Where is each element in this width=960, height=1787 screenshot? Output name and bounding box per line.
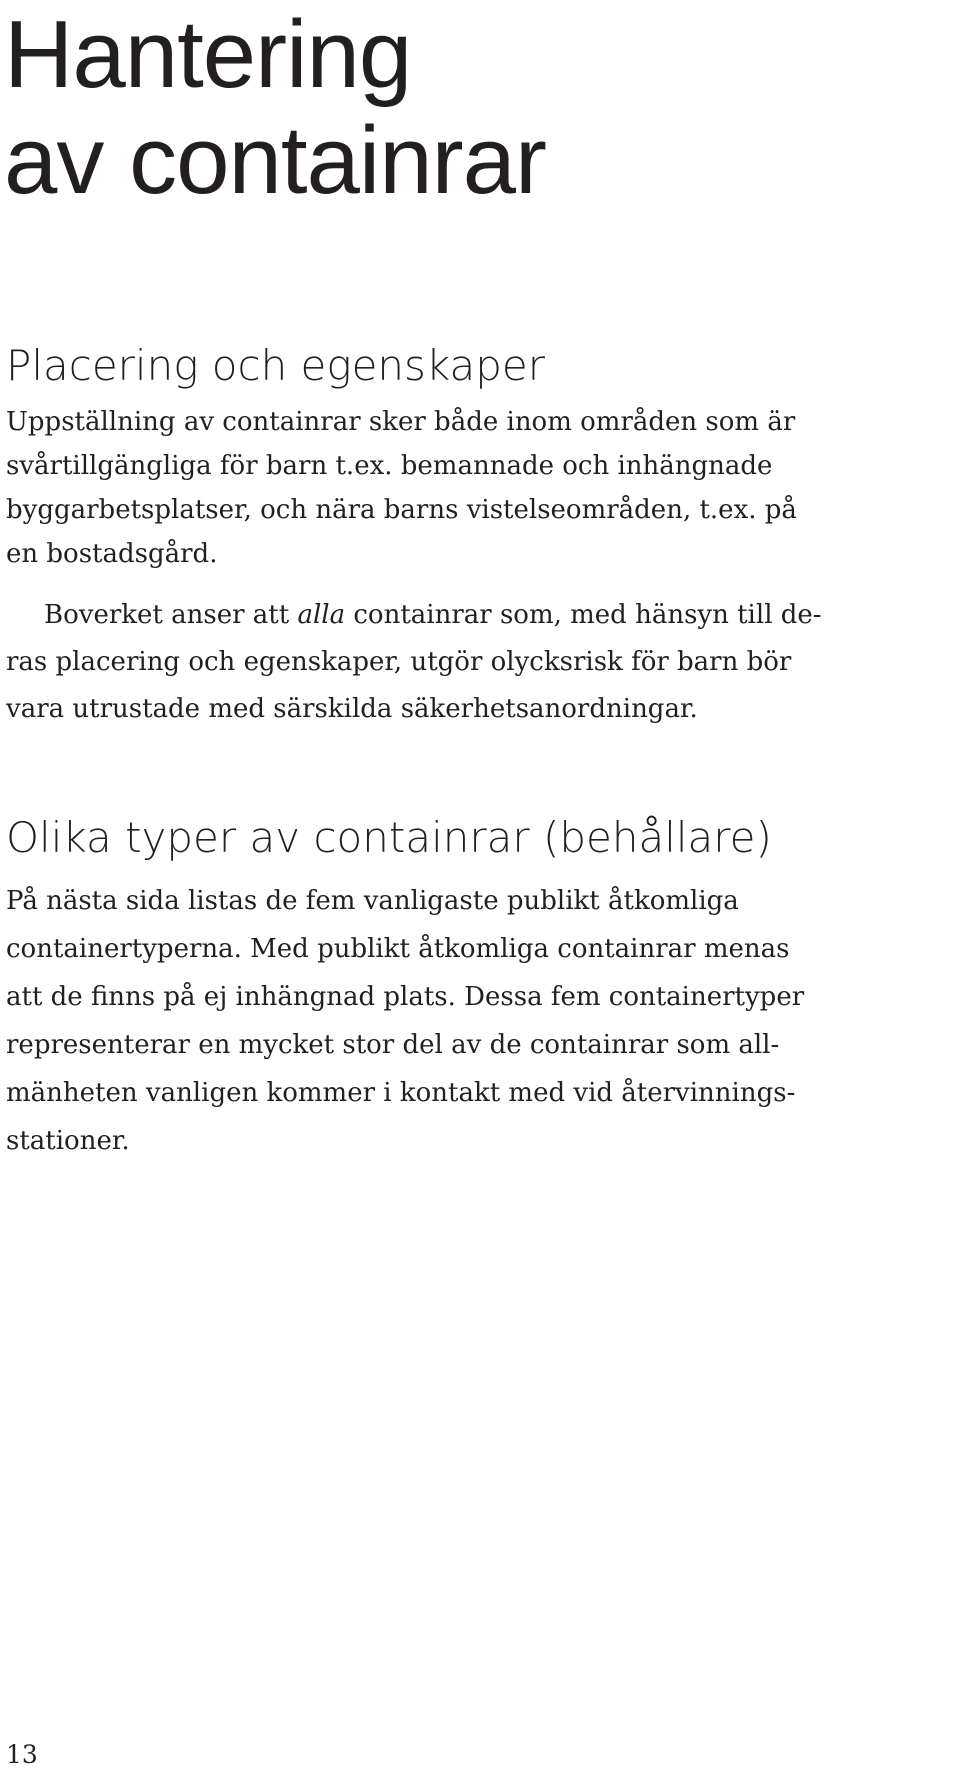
paragraph-boverket-statement xyxy=(6,592,956,733)
paragraph-placement-intro xyxy=(6,400,956,576)
paragraph-line: ras placering och egenskaper, utgör olycksrisk för barn bör xyxy=(6,647,792,677)
paragraph-line: containertyperna. Med publikt åtkomliga containrar menas xyxy=(6,934,790,964)
paragraph-line: stationer. xyxy=(6,1126,130,1156)
paragraph-line: svårtillgängliga för barn t.ex. bemannade och inhängnade xyxy=(6,451,773,481)
paragraph-line: en bostadsgård. xyxy=(6,539,218,569)
paragraph-container-types xyxy=(6,877,956,1165)
paragraph-line: På nästa sida listas de fem vanligaste publikt åtkomliga xyxy=(6,886,739,916)
text-run: Boverket anser att xyxy=(44,600,298,630)
page-title xyxy=(4,2,546,214)
paragraph-line: mänheten vanligen kommer i kontakt med vid återvinnings- xyxy=(6,1078,796,1108)
text-run: containrar som, med hänsyn till de- xyxy=(345,600,822,630)
paragraph-line: Uppställning av containrar sker både inom områden som är xyxy=(6,407,796,437)
page-title-line-1: Hantering xyxy=(4,1,412,108)
paragraph-line xyxy=(6,592,956,639)
page-title-line-2: av containrar xyxy=(4,107,546,214)
section-heading-placement: Placering och egenskaper xyxy=(6,341,546,390)
paragraph-line: vara utrustade med särskilda säkerhetsanordningar. xyxy=(6,694,698,724)
emphasis-text: alla xyxy=(297,600,346,630)
paragraph-line: representerar en mycket stor del av de containrar som all- xyxy=(6,1030,780,1060)
page-number: 13 xyxy=(6,1740,38,1769)
paragraph-line: byggarbetsplatser, och nära barns vistelseområden, t.ex. på xyxy=(6,495,797,525)
paragraph-line: att de finns på ej inhängnad plats. Dessa fem containertyper xyxy=(6,982,805,1012)
section-heading-container-types: Olika typer av containrar (behållare) xyxy=(6,813,772,862)
